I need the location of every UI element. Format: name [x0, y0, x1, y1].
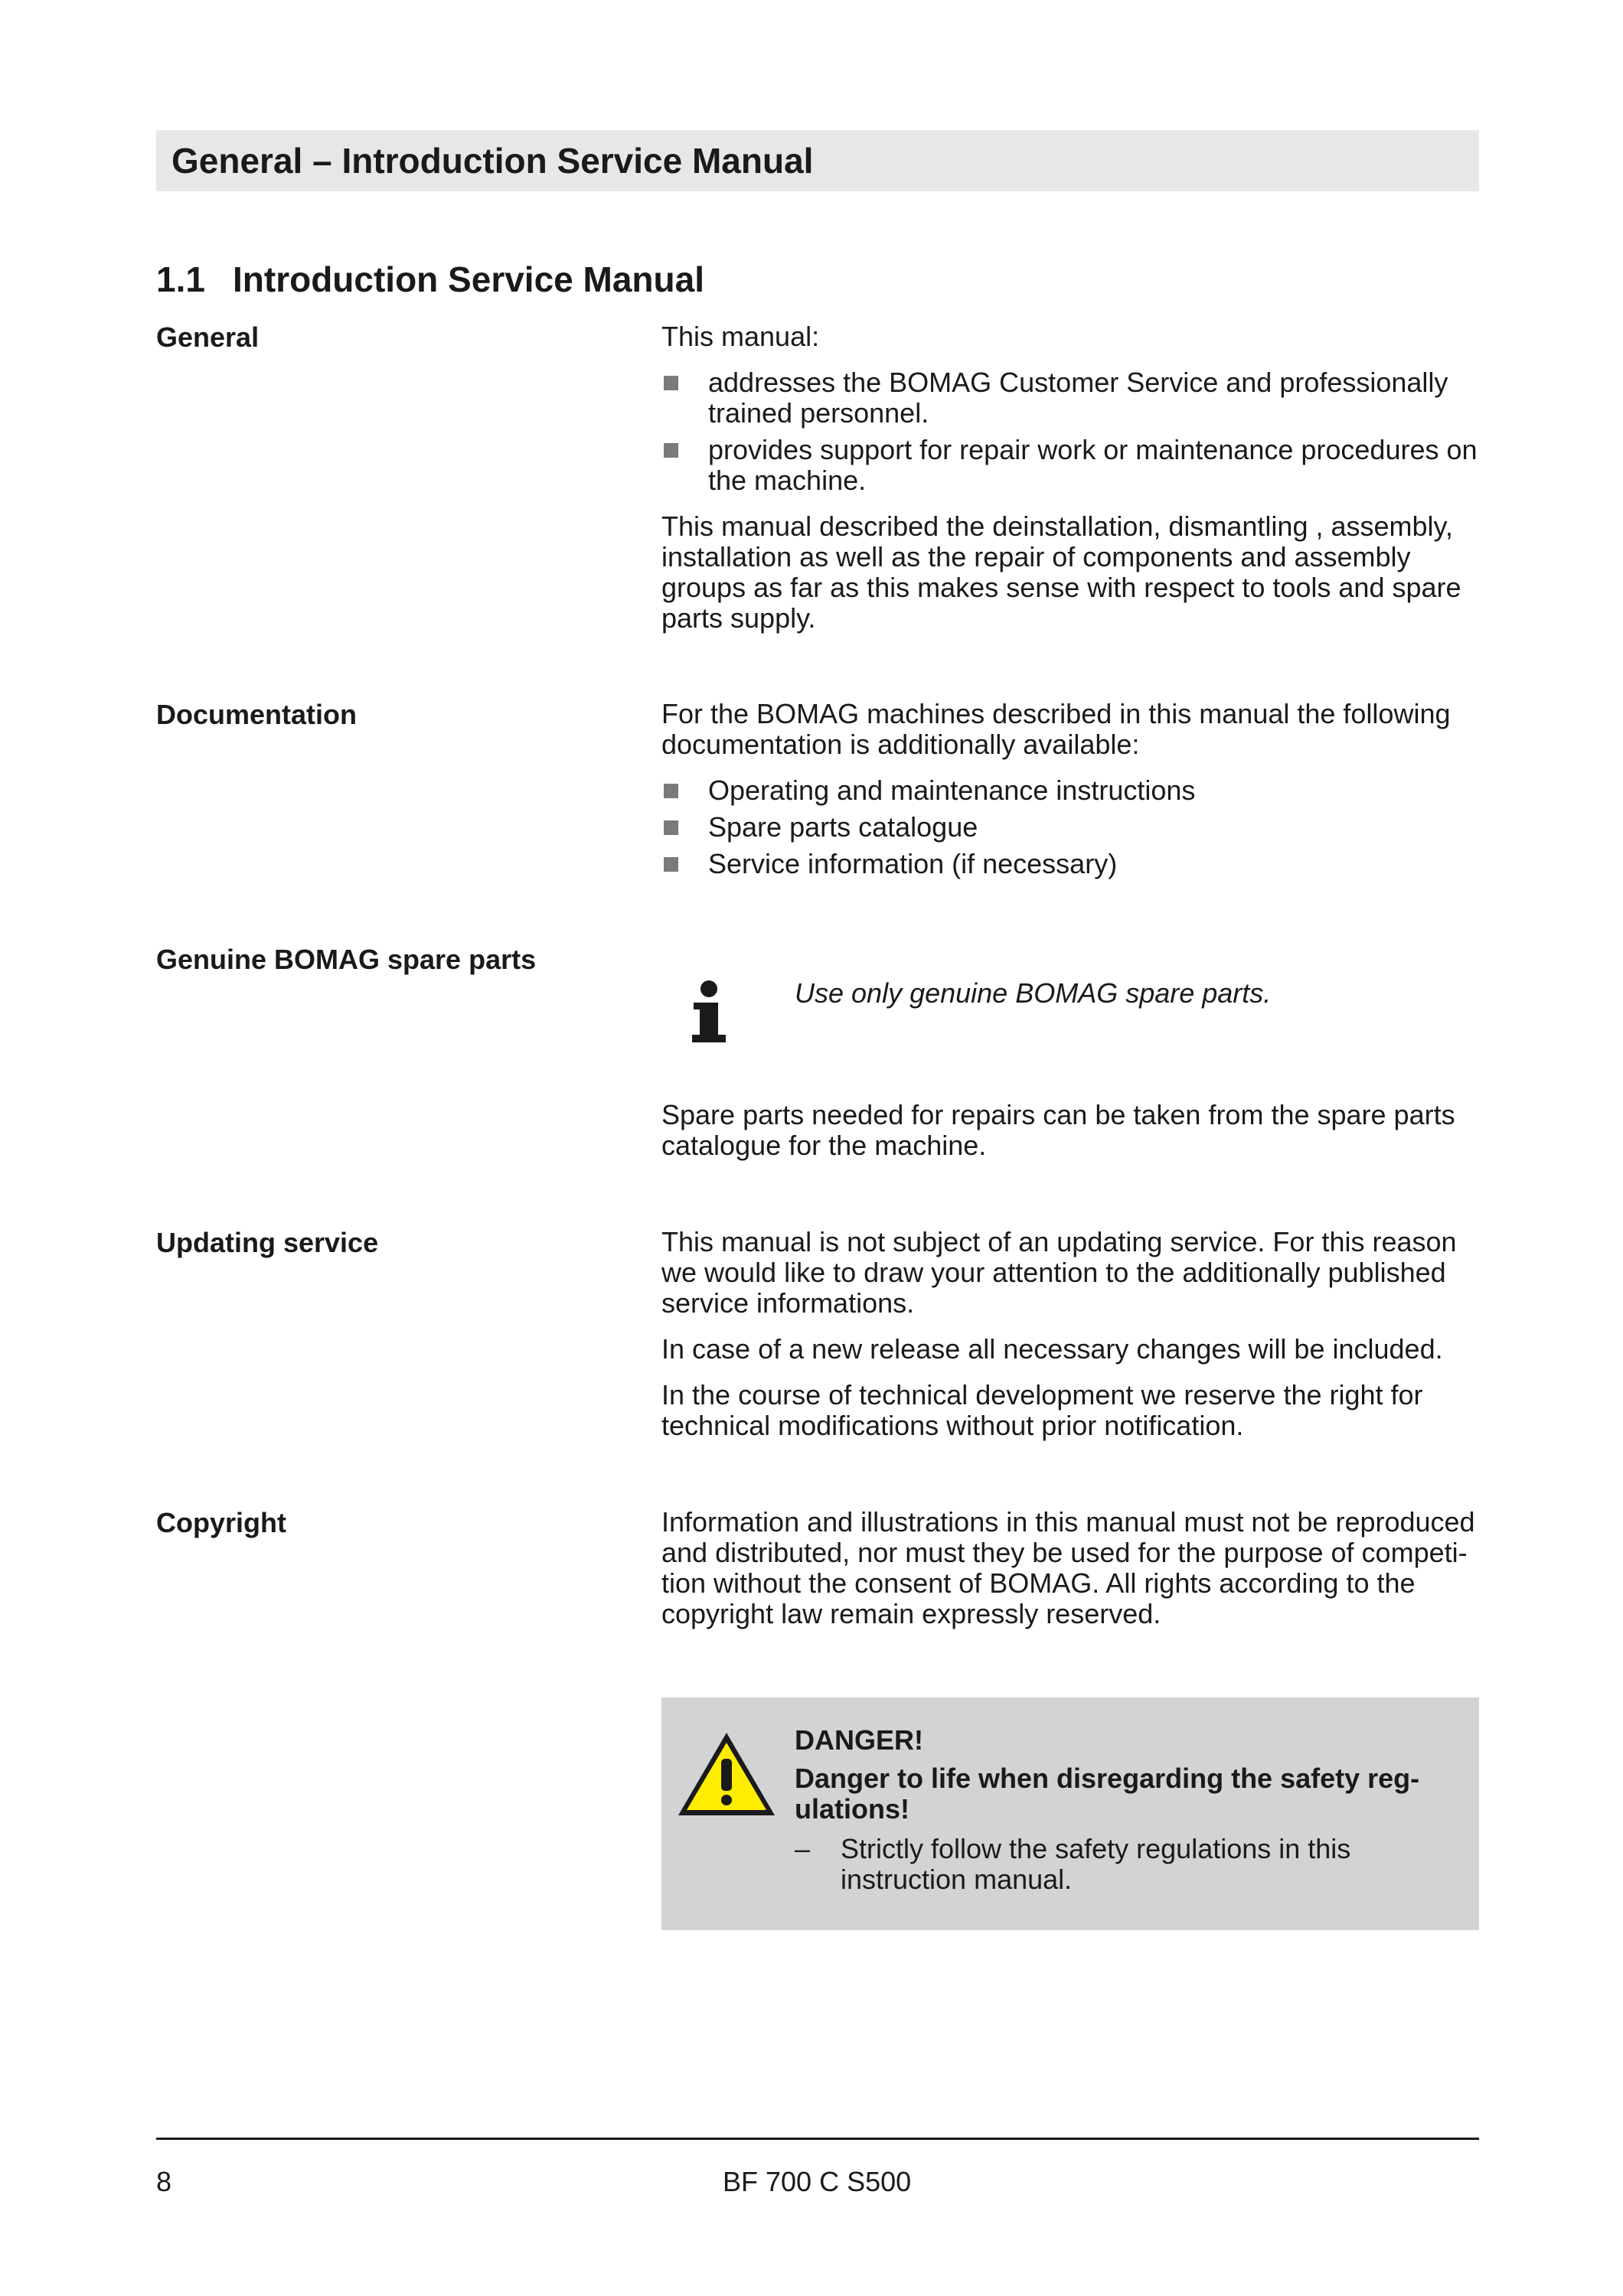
spare-parts-paragraph: Spare parts needed for repairs can be taken from the spare parts catalogue for the machine.	[661, 1099, 1455, 1161]
documentation-intro: For the BOMAG machines described in this manual the following documentation is additionally available:	[661, 698, 1451, 760]
copyright-paragraph: Information and illustrations in this manual must not be reproduced and distributed, nor must they be used for the purpose of competi-tion without the consent of BOMAG. All rights according to the copyright law remain expressly reserved.	[661, 1506, 1475, 1629]
documentation-label: Documentation	[156, 699, 358, 730]
list-item: Operating and maintenance instructions	[661, 775, 1479, 806]
page-number: 8	[156, 2166, 172, 2197]
spare-parts-note: Use only genuine BOMAG spare parts.	[795, 977, 1272, 1009]
general-paragraph: This manual described the deinstallation, dismantling , assembly, installation as well as the repair of components and assembly groups as far as this makes sense with respect to tools and spare parts supply.	[661, 510, 1461, 634]
warning-triangle-icon	[675, 1730, 778, 1820]
list-item: provides support for repair work or maintenance procedures on the machine.	[661, 435, 1479, 496]
list-item: addresses the BOMAG Customer Service and professionally trained personnel.	[661, 367, 1479, 429]
section-title	[156, 259, 704, 300]
updating-paragraph: This manual is not subject of an updating service. For this reason we would like to draw your attention to the additionally published service informations.	[661, 1226, 1457, 1319]
danger-text	[795, 1725, 1453, 1895]
danger-heading: DANGER!	[795, 1724, 923, 1756]
section-number: 1.1	[156, 259, 205, 299]
info-icon	[689, 980, 735, 1044]
section-title-text: Introduction Service Manual	[233, 259, 704, 299]
footer-divider	[156, 2138, 1479, 2140]
square-bullet-icon	[664, 376, 678, 390]
danger-subheading: Danger to life when disregarding the safety reg-ulations!	[795, 1763, 1420, 1825]
updating-paragraph: In case of a new release all necessary changes will be included.	[661, 1333, 1443, 1365]
dash-bullet: –	[795, 1833, 811, 1864]
updating-body	[661, 1227, 1479, 1456]
list-item: Service information (if necessary)	[661, 849, 1479, 879]
general-bullet-list	[661, 367, 1479, 496]
danger-instruction	[795, 1834, 1453, 1895]
square-bullet-icon	[664, 857, 678, 872]
running-header-title: General – Introduction Service Manual	[171, 141, 814, 181]
square-bullet-icon	[664, 443, 678, 458]
square-bullet-icon	[664, 784, 678, 798]
danger-instruction-text: Strictly follow the safety regulations in this instruction manual.	[841, 1833, 1351, 1895]
documentation-bullet-list	[661, 775, 1479, 879]
spare-parts-body	[661, 1100, 1479, 1176]
spare-parts-label: Genuine BOMAG spare parts	[156, 944, 537, 975]
copyright-label: Copyright	[156, 1507, 286, 1538]
copyright-body	[661, 1507, 1479, 1645]
general-body	[661, 321, 1479, 649]
list-item: Spare parts catalogue	[661, 812, 1479, 843]
document-code: BF 700 C S500	[723, 2166, 912, 2197]
general-label: General	[156, 321, 260, 353]
danger-box	[661, 1698, 1479, 1930]
documentation-body	[661, 699, 1479, 895]
running-header	[156, 130, 1479, 191]
updating-label: Updating service	[156, 1227, 379, 1258]
general-intro: This manual:	[661, 321, 820, 352]
square-bullet-icon	[664, 820, 678, 835]
updating-paragraph: In the course of technical development we reserve the right for technical modifications without prior notification.	[661, 1379, 1423, 1441]
